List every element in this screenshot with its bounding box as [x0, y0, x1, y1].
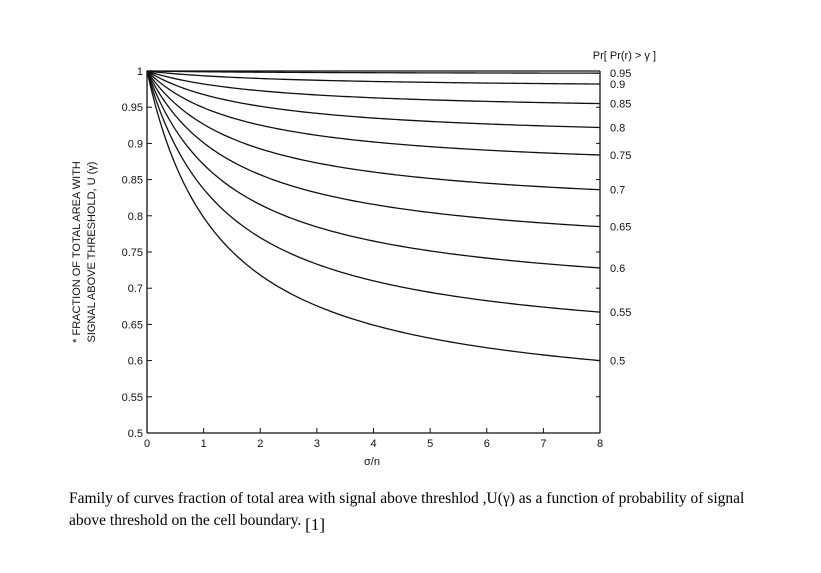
- x-tick-label: 6: [483, 438, 490, 450]
- series-line-0.65: [147, 71, 600, 227]
- series-line-0.7: [147, 71, 600, 190]
- right-labels: [610, 68, 631, 367]
- series-label-0.8: 0.8: [610, 122, 626, 135]
- y-tick-label: 0.8: [127, 210, 143, 223]
- y-tick-label: 0.6: [127, 355, 143, 368]
- figure-caption: [69, 488, 769, 534]
- y-tick-label: 0.5: [127, 428, 143, 440]
- y-tick-label: 0.55: [121, 391, 143, 404]
- y-axis-title-line1: * FRACTION OF TOTAL AREA WITH: [71, 161, 83, 343]
- series-line-0.8: [147, 71, 600, 127]
- x-tick-label: 2: [257, 438, 264, 450]
- series-line-0.55: [147, 71, 600, 312]
- y-tick-label: 0.9: [127, 138, 143, 151]
- curves: [147, 71, 600, 361]
- x-tick-label: 0: [143, 438, 151, 450]
- y-tick-label: 0.95: [121, 102, 143, 115]
- series-label-0.75: 0.75: [610, 149, 632, 162]
- x-tick-label: 8: [596, 438, 604, 450]
- series-label-0.6: 0.6: [610, 262, 626, 275]
- x-tick-label: 5: [427, 438, 434, 450]
- y-tick-label: 1: [136, 66, 143, 78]
- series-line-0.5: [147, 71, 600, 361]
- y-tick-label: 0.65: [121, 319, 143, 332]
- series-label-0.65: 0.65: [610, 221, 632, 234]
- series-line-0.6: [147, 71, 600, 268]
- y-axis-title-line2: SIGNAL ABOVE THRESHOLD, U (γ): [86, 161, 98, 343]
- series-label-0.7: 0.7: [610, 184, 626, 197]
- x-tick-label: 7: [540, 438, 547, 450]
- series-label-0.85: 0.85: [610, 98, 632, 111]
- caption-reference: [1]: [305, 515, 325, 534]
- caption-text: Family of curves fraction of total area with signal above threshlod ,U(γ) as a function of probability of signal above threshold on the cell boundary.: [69, 490, 745, 529]
- x-ticks: [144, 428, 603, 450]
- x-tick-label: 4: [370, 438, 377, 450]
- y-ticks: [122, 66, 600, 440]
- x-axis-title: σ/n: [364, 456, 380, 468]
- series-label-0.55: 0.55: [610, 307, 632, 320]
- y-tick-label: 0.7: [127, 283, 143, 296]
- series-label-0.95: 0.95: [610, 68, 632, 81]
- y-tick-label: 0.75: [121, 247, 143, 259]
- right-axis-title: Pr[ Pr(r) > γ ]: [592, 50, 656, 62]
- series-label-0.5: 0.5: [610, 355, 626, 368]
- x-tick-label: 1: [200, 438, 207, 450]
- x-tick-label: 3: [313, 438, 320, 450]
- series-label-0.9: 0.9: [610, 79, 626, 92]
- y-tick-label: 0.85: [121, 174, 143, 187]
